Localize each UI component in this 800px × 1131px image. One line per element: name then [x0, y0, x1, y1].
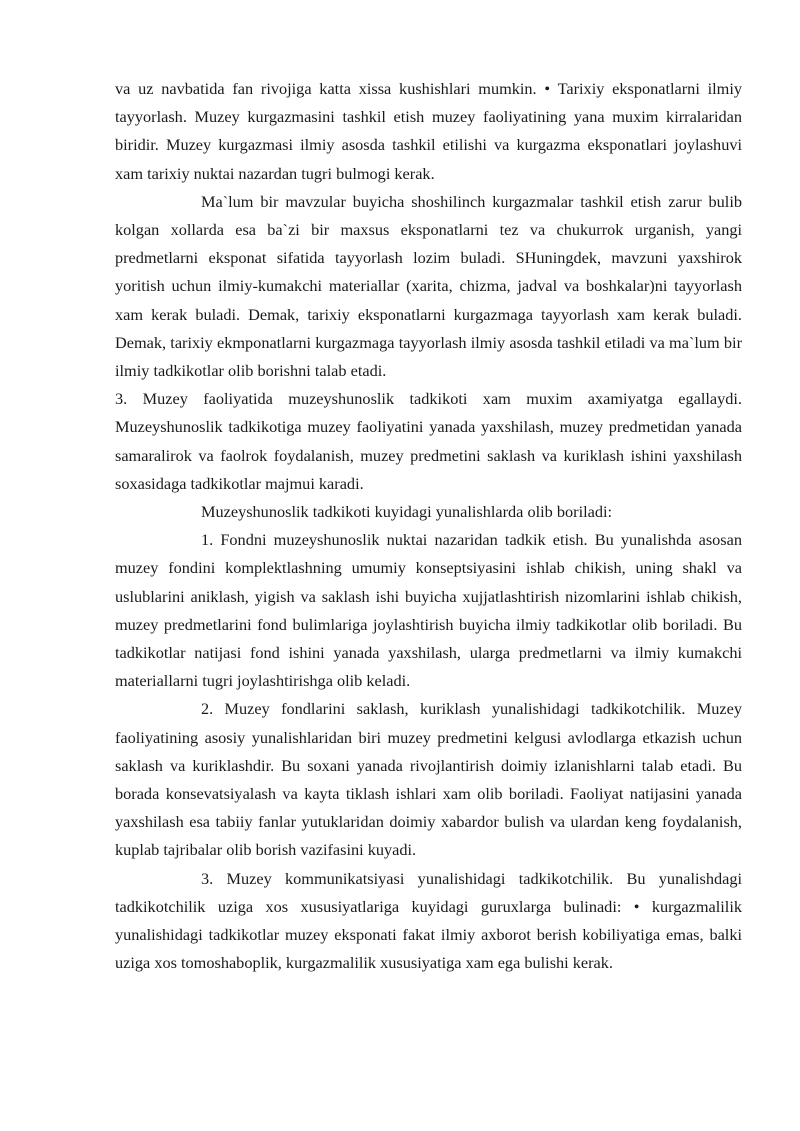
paragraph-4: Muzeyshunoslik tadkikoti kuyidagi yunalishlarda olib boriladi: — [201, 502, 613, 522]
paragraph-2: Ma`lum bir mavzular buyicha shoshilinch kurgazmalar tashkil etish zarur bulib kolgan xollarda esa ba`zi bir maxsus eksponatlarni tez va chukurrok urganish, yangi predmetlarni eksponat sifatida tayyorlash lozim buladi. SHuningdek, mavzuni yaxshirok yoritish uchun ilmiy-kumakchi materiallar (xarita, chizma, jadval va boshkalar)ni tayyorlash xam kerak buladi. Demak, tarixiy eksponatlarni kurgazmaga tayyorlash xam kerak buladi. Demak, tarixiy ekmponatlarni kurgazmaga tayyorlash ilmiy asosda tashkil etiladi va ma`lum bir ilmiy tadkikotlar olib borishni talab etadi. — [115, 191, 742, 381]
paragraph-3: 3. Muzey faoliyatida muzeyshunoslik tadkikoti xam muxim axamiyatga egallaydi. Muzeyshunoslik tadkikotiga muzey faoliyatini yanada yaxshilash, muzey predmetidan yanada samaralirok va faolrok foydalanish, muzey predmetini saklash va kuriklash ishini yaxshilash soxasidaga tadkikotlar majmui karadi. — [115, 389, 742, 493]
document-page — [115, 75, 742, 978]
paragraph-5: 1. Fondni muzeyshunoslik nuktai nazaridan tadkik etish. Bu yunalishda asosan muzey fondini komplektlashning umumiy konseptsiyasini ishlab chikish, uning shakl va uslublarini aniklash, yigish va saklash ishi buyicha xujjatlashtirish nizomlarini ishlab chikish, muzey predmetlarini fond bulimlariga joylashtirish buyicha ilmiy tadkikotlar olib boriladi. Bu tadkikotlar natijasi fond ishini yanada yaxshilash, ularga predmetlarni va ilmiy kumakchi materiallarni tugri joylashtirishga olib keladi. — [115, 530, 742, 691]
paragraph-7: 3. Muzey kommunikatsiyasi yunalishidagi tadkikotchilik. Bu yunalishdagi tadkikotchilik uziga xos xususiyatlariga kuyidagi guruxlarga bulinadi: • kurgazmalilik yunalishidagi tadkikotlar muzey eksponati fakat ilmiy axborot berish kobiliyatiga emas, balki uziga xos tomoshaboplik, kurgazmalilik xususiyatiga xam ega bulishi kerak. — [115, 868, 742, 973]
paragraph-6: 2. Muzey fondlarini saklash, kuriklash yunalishidagi tadkikotchilik. Muzey faoliyatining asosiy yunalishlaridan biri muzey predmetini kelgusi avlodlarga etkazish uchun saklash va kuriklashdir. Bu soxani yanada rivojlantirish doimiy izlanishlarni talab etadi. Bu borada konsevatsiyalash va kayta tiklash ishlari xam olib boriladi. Faoliyat natijasini yanada yaxshilash esa tabiiy fanlar yutuklaridan doimiy xabardor bulish va ulardan keng foydalanish, kuplab tajribalar olib borish vazifasini kuyadi. — [115, 699, 742, 860]
paragraph-1: va uz navbatida fan rivojiga katta xissa kushishlari mumkin. • Tarixiy eksponatlarni ilmiy tayyorlash. Muzey kurgazmasini tashkil etish muzey faoliyatining yana muxim kirralaridan biridir. Muzey kurgazmasi ilmiy asosda tashkil etilishi va kurgazma eksponatlari joylashuvi xam tarixiy nuktai nazardan tugri bulmogi kerak. — [115, 79, 742, 183]
